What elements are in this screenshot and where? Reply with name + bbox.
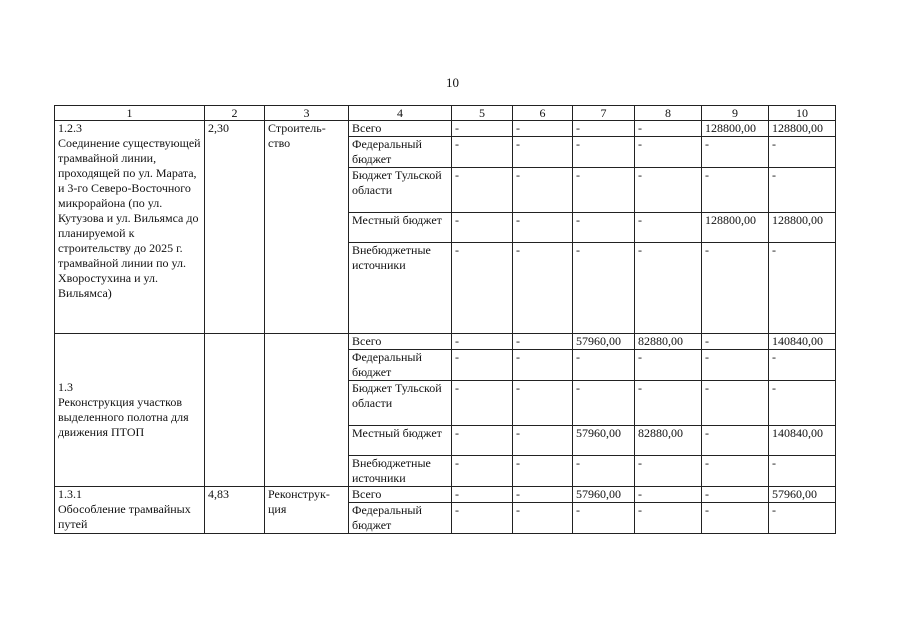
- object-cell: [55, 334, 205, 487]
- value-cell: -: [452, 137, 513, 168]
- value-cell: -: [513, 137, 573, 168]
- value-cell: -: [452, 381, 513, 426]
- value-cell: -: [769, 243, 836, 334]
- value-cell: -: [452, 487, 513, 503]
- table-row: [55, 121, 836, 137]
- funding-source-cell: Местный бюджет: [349, 426, 452, 456]
- value-cell: -: [635, 456, 702, 487]
- value-cell: -: [513, 503, 573, 534]
- value-cell: -: [513, 456, 573, 487]
- column-header: 8: [635, 106, 702, 121]
- value-cell: -: [702, 243, 769, 334]
- value-cell: 57960,00: [573, 487, 635, 503]
- length-cell: [205, 334, 265, 487]
- column-header: 9: [702, 106, 769, 121]
- value-cell: -: [452, 426, 513, 456]
- value-cell: -: [702, 381, 769, 426]
- object-cell: [55, 487, 205, 534]
- object-code: 1.3.1: [58, 487, 82, 501]
- value-cell: 57960,00: [573, 334, 635, 350]
- value-cell: 82880,00: [635, 426, 702, 456]
- object-cell: [55, 121, 205, 334]
- value-cell: -: [573, 243, 635, 334]
- value-cell: -: [452, 121, 513, 137]
- funding-source-cell: Бюджет Тульской области: [349, 168, 452, 213]
- value-cell: -: [573, 456, 635, 487]
- value-cell: -: [573, 168, 635, 213]
- funding-source-cell: Всего: [349, 334, 452, 350]
- value-cell: -: [513, 334, 573, 350]
- value-cell: -: [635, 213, 702, 243]
- value-cell: -: [702, 487, 769, 503]
- value-cell: -: [573, 213, 635, 243]
- value-cell: -: [769, 350, 836, 381]
- column-header: 2: [205, 106, 265, 121]
- column-header: 4: [349, 106, 452, 121]
- value-cell: -: [452, 503, 513, 534]
- value-cell: 128800,00: [702, 121, 769, 137]
- value-cell: -: [635, 350, 702, 381]
- value-cell: 128800,00: [769, 213, 836, 243]
- value-cell: 57960,00: [769, 487, 836, 503]
- value-cell: -: [769, 168, 836, 213]
- funding-source-cell: Внебюджетные источники: [349, 456, 452, 487]
- object-code: 1.2.3: [58, 121, 82, 135]
- column-header: 1: [55, 106, 205, 121]
- value-cell: -: [573, 121, 635, 137]
- funding-source-cell: Местный бюджет: [349, 213, 452, 243]
- budget-table: [54, 105, 836, 534]
- value-cell: 128800,00: [702, 213, 769, 243]
- funding-source-cell: Федеральный бюджет: [349, 137, 452, 168]
- value-cell: -: [513, 243, 573, 334]
- funding-source-cell: Федеральный бюджет: [349, 350, 452, 381]
- column-header: 5: [452, 106, 513, 121]
- value-cell: -: [573, 503, 635, 534]
- value-cell: -: [635, 487, 702, 503]
- value-cell: -: [573, 381, 635, 426]
- value-cell: -: [452, 334, 513, 350]
- value-cell: 57960,00: [573, 426, 635, 456]
- length-cell: 4,83: [205, 487, 265, 534]
- work-type-cell: Реконструк-ция: [265, 487, 349, 534]
- value-cell: -: [513, 426, 573, 456]
- column-header: 10: [769, 106, 836, 121]
- funding-source-cell: Внебюджетные источники: [349, 243, 452, 334]
- header-row: [55, 106, 836, 121]
- value-cell: 82880,00: [635, 334, 702, 350]
- object-name: Реконструкция участков выделенного полотна для движения ПТОП: [58, 395, 189, 439]
- value-cell: -: [452, 213, 513, 243]
- value-cell: -: [513, 168, 573, 213]
- value-cell: 140840,00: [769, 426, 836, 456]
- value-cell: -: [702, 137, 769, 168]
- value-cell: -: [635, 168, 702, 213]
- column-header: 3: [265, 106, 349, 121]
- value-cell: -: [702, 350, 769, 381]
- value-cell: -: [635, 243, 702, 334]
- value-cell: -: [635, 503, 702, 534]
- value-cell: -: [702, 503, 769, 534]
- value-cell: -: [452, 243, 513, 334]
- work-type-cell: [265, 334, 349, 487]
- value-cell: -: [573, 350, 635, 381]
- value-cell: -: [513, 487, 573, 503]
- column-header: 6: [513, 106, 573, 121]
- value-cell: -: [513, 121, 573, 137]
- object-name: Соединение существующей трамвайной линии, проходящей по ул. Марата, и 3-го Северо-Восточного микрорайона (по ул. Кутузова и ул. Вильямса до планируемой к строительству до 2025 г. трамвайной линии по ул. Хворостухина и ул. Вильямса): [58, 136, 201, 300]
- page-number: 10: [446, 75, 459, 90]
- table-row: [55, 334, 836, 350]
- value-cell: -: [769, 456, 836, 487]
- value-cell: -: [635, 121, 702, 137]
- value-cell: -: [702, 168, 769, 213]
- column-header: 7: [573, 106, 635, 121]
- value-cell: -: [452, 456, 513, 487]
- object-name: Обособление трамвайных путей: [58, 502, 191, 531]
- value-cell: -: [702, 456, 769, 487]
- funding-source-cell: Всего: [349, 121, 452, 137]
- object-code: 1.3: [58, 380, 73, 394]
- work-type-cell: Строитель-ство: [265, 121, 349, 334]
- funding-source-cell: Федеральный бюджет: [349, 503, 452, 534]
- value-cell: -: [769, 381, 836, 426]
- value-cell: -: [769, 137, 836, 168]
- funding-source-cell: Всего: [349, 487, 452, 503]
- value-cell: 140840,00: [769, 334, 836, 350]
- value-cell: -: [513, 213, 573, 243]
- value-cell: -: [452, 168, 513, 213]
- value-cell: -: [769, 503, 836, 534]
- value-cell: 128800,00: [769, 121, 836, 137]
- value-cell: -: [635, 381, 702, 426]
- funding-source-cell: Бюджет Тульской области: [349, 381, 452, 426]
- value-cell: -: [513, 350, 573, 381]
- value-cell: -: [452, 350, 513, 381]
- table-row: [55, 487, 836, 503]
- length-cell: 2,30: [205, 121, 265, 334]
- value-cell: -: [573, 137, 635, 168]
- value-cell: -: [702, 334, 769, 350]
- value-cell: -: [635, 137, 702, 168]
- value-cell: -: [702, 426, 769, 456]
- value-cell: -: [513, 381, 573, 426]
